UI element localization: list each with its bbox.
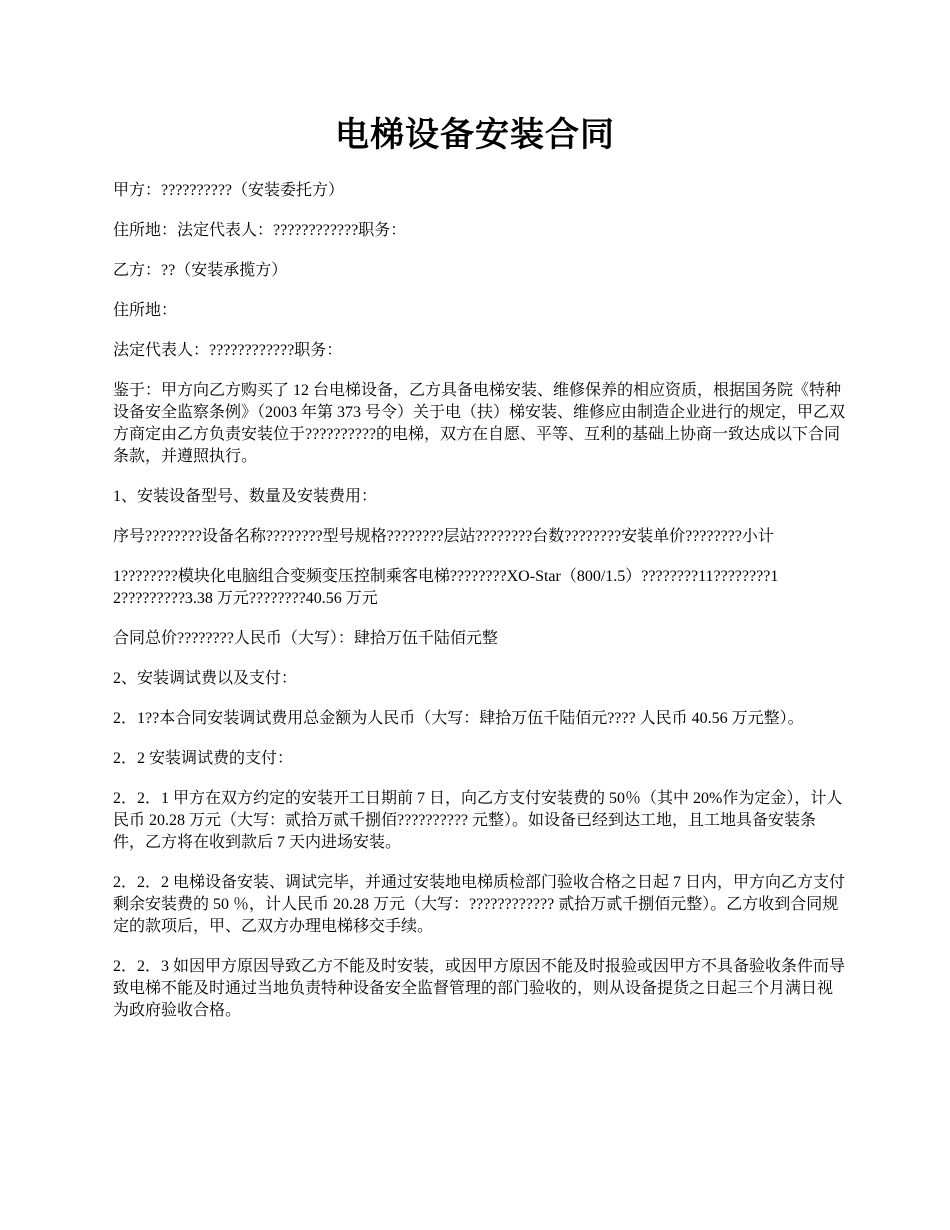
paragraph-party-b-address: 住所地： [113, 302, 178, 319]
paragraph-party-a-address: 住所地：法定代表人：????????????职务： [113, 222, 407, 239]
paragraph-preamble: 鉴于：甲方向乙方购买了 12 台电梯设备，乙方具备电梯安装、维修保养的相应资质，根据国务院《特种设备安全监察条例》（2003 年第 373 号令）关于电（扶）梯安装、维修应由制造企业进行的规定，甲乙双方商定由乙方负责安装位于??????????的电梯，双方在自愿、平等、互利的基础上协商一致达成以下合同条款，并遵照执行。 [113, 382, 846, 465]
paragraph-clause-2-2-2: 2．2．2 电梯设备安装、调试完毕，并通过安装地电梯质检部门验收合格之日起 7 日内，甲方向乙方支付剩余安装费的 50 ％，计人民币 20.28 万元（大写：???????????? 贰拾万贰千捌佰元整）。乙方收到合同规定的款项后，甲、乙双方办理电梯移交手续。 [113, 874, 846, 935]
paragraph-party-b: 乙方：??（安装承揽方） [113, 262, 288, 279]
paragraph-section-1-heading: 1、安装设备型号、数量及安装费用： [113, 488, 378, 505]
paragraph-equipment-table-header: 序号????????设备名称????????型号规格????????层站????????台数????????安装单价????????小计 [113, 528, 774, 545]
paragraph-section-2-heading: 2、安装调试费以及支付： [113, 670, 298, 687]
paragraph-clause-2-2-1: 2．2．1 甲方在双方约定的安装开工日期前 7 日，向乙方支付安装费的 50％（其中 20%作为定金），计人民币 20.28 万元（大写：贰拾万贰千捌佰?????????? 元整）。如设备已经到达工地，且工地具备安装条件，乙方将在收到款后 7 天内进场安装。 [113, 790, 843, 851]
paragraph-party-b-representative: 法定代表人：????????????职务： [113, 342, 343, 359]
paragraph-equipment-table-row: 1????????模块化电脑组合变频变压控制乘客电梯????????XO-Star（800/1.5）????????11????????12?????????3.38 万元????????40.56 万元 [113, 568, 779, 607]
document-body [113, 180, 848, 1040]
paragraph-clause-2-2-3: 2．2．3 如因甲方原因导致乙方不能及时安装，或因甲方原因不能及时报验或因甲方不具备验收条件而导致电梯不能及时通过当地负责特种设备安全监督管理的部门验收的，则从设备提货之日起三个月满日视为政府验收合格。 [113, 958, 846, 1019]
paragraph-clause-2-2: 2．2 安装调试费的支付： [113, 750, 294, 767]
paragraph-party-a: 甲方：??????????（安装委托方） [113, 182, 345, 199]
paragraph-total-price: 合同总价????????人民币（大写）：肆拾万伍千陆佰元整 [113, 630, 498, 647]
paragraph-clause-2-1: 2．1??本合同安装调试费用总金额为人民币（大写：肆拾万伍千陆佰元???? 人民币 40.56 万元整）。 [113, 710, 804, 727]
document-title: 电梯设备安装合同 [335, 117, 615, 154]
